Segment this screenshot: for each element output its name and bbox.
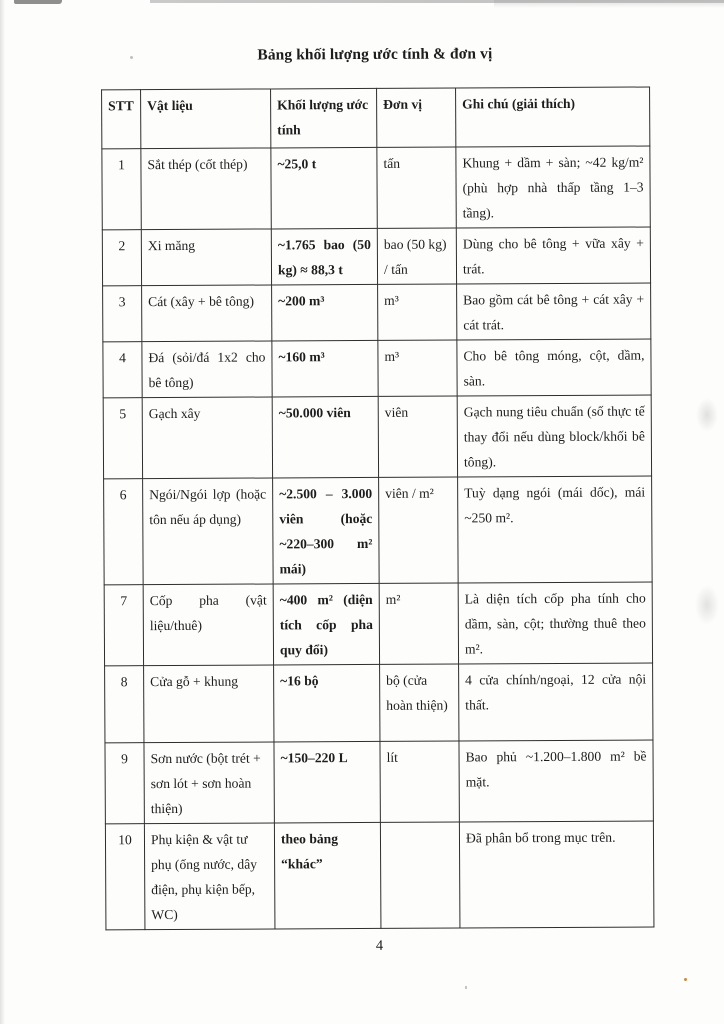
stt-cell: 5 — [103, 398, 142, 479]
unit-cell: bộ (cửa hoàn thiện) — [380, 664, 459, 741]
quantity-cell: ~2.500 – 3.000 viên (hoặc ~220–300 m² mái) — [273, 477, 380, 584]
quantity-cell: ~50.000 viên — [272, 396, 378, 478]
table-row — [104, 582, 652, 666]
quantities-table — [101, 86, 654, 930]
material-cell: Sắt thép (cốt thép) — [141, 148, 271, 230]
stt-cell: 8 — [105, 666, 144, 743]
table-row — [103, 395, 651, 479]
stt-cell: 2 — [102, 230, 141, 286]
header-row — [102, 87, 650, 149]
table-row — [105, 663, 653, 743]
material-cell: Cát (xây + bê tông) — [142, 285, 272, 342]
note-cell: Bao gồm cát bê tông + cát xây + cát trát. — [457, 283, 651, 340]
document-title: Bảng khối lượng ước tính & đơn vị — [257, 45, 493, 64]
note-cell: Khung + dầm + sàn; ~42 kg/m² (phù hợp nhà thấp tầng 1–3 tầng). — [456, 146, 650, 228]
quantity-cell: ~150–220 L — [274, 741, 380, 823]
table-row — [103, 339, 651, 398]
table-row — [105, 740, 653, 824]
header-stt: STT — [102, 90, 141, 149]
note-cell: Dùng cho bê tông + vữa xây + trát. — [456, 227, 650, 284]
material-cell: Ngói/Ngói lợp (hoặc tôn nếu áp dụng) — [143, 478, 274, 585]
unit-cell — [380, 822, 460, 928]
unit-cell: viên — [378, 396, 457, 477]
header-note: Ghi chú (giải thích) — [456, 87, 650, 147]
stt-cell: 1 — [102, 149, 141, 230]
header-material: Vật liệu — [141, 89, 271, 149]
quantity-cell: theo bảng “khác” — [274, 822, 381, 929]
material-cell: Xi măng — [141, 229, 271, 286]
note-cell: 4 cửa chính/ngoại, 12 cửa nội thất. — [459, 663, 653, 741]
note-cell: Tuỳ dạng ngói (mái dốc), mái ~250 m². — [458, 476, 653, 583]
note-cell: Bao phủ ~1.200–1.800 m² bề mặt. — [459, 740, 653, 822]
note-cell: Đã phân bổ trong mục trên. — [459, 821, 654, 928]
table-row — [103, 283, 651, 342]
material-cell: Đá (sỏi/đá 1x2 cho bê tông) — [142, 341, 272, 398]
unit-cell: m² — [379, 583, 458, 664]
quantity-cell: ~160 m³ — [272, 340, 378, 397]
header-quantity: Khối lượng ước tính — [271, 88, 377, 148]
stt-cell: 4 — [103, 342, 142, 398]
material-cell: Cốp pha (vật liệu/thuê) — [143, 584, 273, 666]
quantity-cell: ~200 m³ — [272, 284, 378, 341]
material-cell: Gạch xây — [142, 397, 272, 479]
table-row — [102, 146, 650, 230]
material-cell: Sơn nước (bột trét + sơn lót + sơn hoàn thiện) — [144, 742, 274, 824]
quantity-cell: ~1.765 bao (50 kg) ≈ 88,3 t — [271, 228, 377, 285]
unit-cell: m³ — [378, 340, 457, 396]
quantity-cell: ~16 bộ — [274, 664, 380, 742]
page-number: 4 — [375, 937, 384, 954]
unit-cell: tấn — [377, 147, 456, 228]
stt-cell: 9 — [105, 743, 144, 824]
table-row — [104, 476, 653, 585]
quantity-cell: ~400 m² (diện tích cốp pha quy đổi) — [273, 583, 379, 665]
quantity-cell: ~25,0 t — [271, 147, 377, 229]
stt-cell: 7 — [104, 585, 143, 666]
table-row — [105, 821, 654, 930]
table-row — [102, 227, 650, 286]
stt-cell: 10 — [105, 824, 145, 930]
material-cell: Cửa gỗ + khung — [144, 665, 274, 743]
unit-cell: viên / m² — [379, 477, 459, 583]
header-unit: Đơn vị — [377, 88, 456, 147]
note-cell: Gạch nung tiêu chuẩn (số thực tế thay đổi nếu dùng block/khối bê tông). — [457, 395, 651, 477]
unit-cell: m³ — [378, 284, 457, 340]
note-cell: Là diện tích cốp pha tính cho dầm, sàn, cột; thường thuê theo m². — [458, 582, 652, 664]
material-cell: Phụ kiện & vật tư phụ (ống nước, dây điện, phụ kiện bếp, WC) — [144, 823, 275, 930]
stt-cell: 6 — [104, 479, 144, 585]
stt-cell: 3 — [103, 286, 142, 342]
note-cell: Cho bê tông móng, cột, dầm, sàn. — [457, 339, 651, 396]
unit-cell: lít — [380, 741, 459, 822]
unit-cell: bao (50 kg) / tấn — [377, 228, 456, 284]
